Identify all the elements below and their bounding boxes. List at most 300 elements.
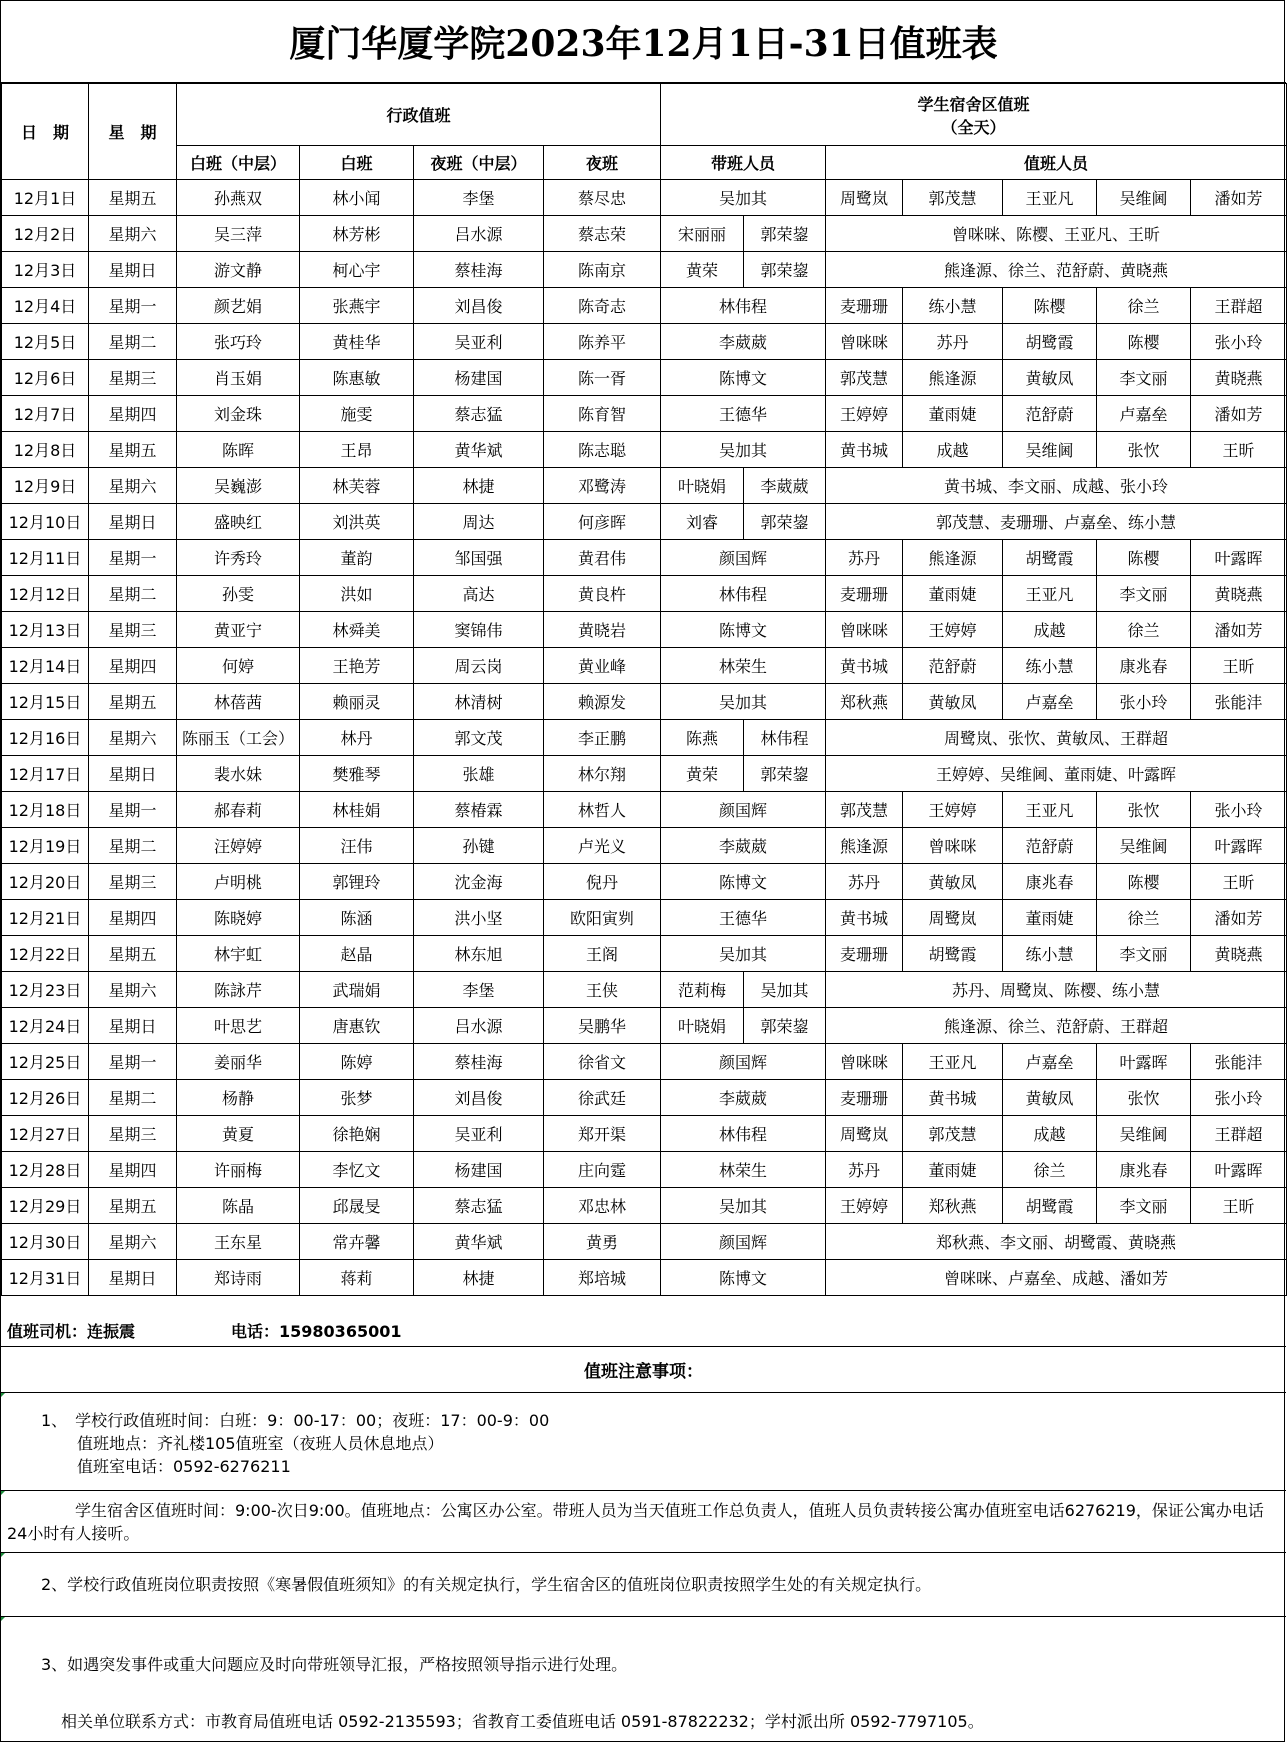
table-row bbox=[2, 792, 1287, 828]
weekday-cell: 星期一 bbox=[89, 540, 177, 576]
day-cell: 赖丽灵 bbox=[300, 684, 414, 720]
table-row bbox=[2, 1188, 1287, 1224]
night-cell: 何彦晖 bbox=[544, 504, 661, 540]
weekday-cell: 星期三 bbox=[89, 864, 177, 900]
staff-cell: 王婷婷 bbox=[826, 1188, 903, 1224]
staff-cell: 黄书城 bbox=[903, 1080, 1003, 1116]
staff-cell: 黄晓燕 bbox=[1191, 360, 1287, 396]
weekday-cell: 星期二 bbox=[89, 828, 177, 864]
staff-cell: 黄晓燕 bbox=[1191, 936, 1287, 972]
leader-cell: 王德华 bbox=[661, 396, 826, 432]
leader-cell: 颜国辉 bbox=[661, 1044, 826, 1080]
table-row bbox=[2, 360, 1287, 396]
night-cell: 黄良杵 bbox=[544, 576, 661, 612]
night-cell: 邓鹭涛 bbox=[544, 468, 661, 504]
staff-cell: 叶露晖 bbox=[1191, 828, 1287, 864]
day-mid-cell: 张巧玲 bbox=[177, 324, 300, 360]
staff-cell: 成越 bbox=[1003, 612, 1097, 648]
night-cell: 吴鹏华 bbox=[544, 1008, 661, 1044]
staff-cell: 范舒蔚 bbox=[1003, 396, 1097, 432]
night-mid-cell: 林捷 bbox=[414, 468, 544, 504]
staff-cell: 王亚凡 bbox=[1003, 180, 1097, 216]
staff-cell: 郭茂慧、麦珊珊、卢嘉垒、练小慧 bbox=[826, 504, 1287, 540]
staff-cell: 王婷婷 bbox=[826, 396, 903, 432]
staff-cell: 黄晓燕 bbox=[1191, 576, 1287, 612]
leader-cell: 陈博文 bbox=[661, 864, 826, 900]
night-cell: 蔡尽忠 bbox=[544, 180, 661, 216]
weekday-cell: 星期日 bbox=[89, 504, 177, 540]
staff-cell: 康兆春 bbox=[1097, 1152, 1191, 1188]
date-cell: 12月11日 bbox=[2, 540, 89, 576]
staff-cell: 黄书城 bbox=[826, 900, 903, 936]
table-row bbox=[2, 1080, 1287, 1116]
note-2: 2、学校行政值班岗位职责按照《寒暑假值班须知》的有关规定执行，学生宿舍区的值班岗位职责按照学生处的有关规定执行。 bbox=[1, 1553, 1286, 1617]
table-row bbox=[2, 1260, 1287, 1296]
staff-cell: 潘如芳 bbox=[1191, 612, 1287, 648]
staff-cell: 郭茂慧 bbox=[826, 360, 903, 396]
staff-cell: 陈樱 bbox=[1097, 324, 1191, 360]
night-cell: 李正鹏 bbox=[544, 720, 661, 756]
day-mid-cell: 吴巍澎 bbox=[177, 468, 300, 504]
staff-cell: 张小玲 bbox=[1191, 324, 1287, 360]
leader-cell: 郭荣鋆 bbox=[744, 1008, 826, 1044]
staff-cell: 王婷婷 bbox=[903, 792, 1003, 828]
leader-cell: 黄荣 bbox=[661, 252, 744, 288]
night-mid-cell: 沈金海 bbox=[414, 864, 544, 900]
table-row bbox=[2, 1224, 1287, 1260]
header-staff: 值班人员 bbox=[826, 146, 1287, 180]
staff-cell: 陈樱 bbox=[1003, 288, 1097, 324]
day-cell: 林丹 bbox=[300, 720, 414, 756]
date-cell: 12月14日 bbox=[2, 648, 89, 684]
day-cell: 王艳芳 bbox=[300, 648, 414, 684]
night-mid-cell: 林清树 bbox=[414, 684, 544, 720]
night-mid-cell: 吕水源 bbox=[414, 1008, 544, 1044]
table-row bbox=[2, 1008, 1287, 1044]
night-mid-cell: 刘昌俊 bbox=[414, 1080, 544, 1116]
date-cell: 12月19日 bbox=[2, 828, 89, 864]
date-cell: 12月3日 bbox=[2, 252, 89, 288]
staff-cell: 郭茂慧 bbox=[903, 1116, 1003, 1152]
staff-cell: 叶露晖 bbox=[1097, 1044, 1191, 1080]
weekday-cell: 星期五 bbox=[89, 180, 177, 216]
leader-cell: 吴加其 bbox=[661, 684, 826, 720]
staff-cell: 范舒蔚 bbox=[903, 648, 1003, 684]
night-cell: 徐武廷 bbox=[544, 1080, 661, 1116]
night-mid-cell: 黄华斌 bbox=[414, 1224, 544, 1260]
day-cell: 陈婷 bbox=[300, 1044, 414, 1080]
leader-cell: 宋丽丽 bbox=[661, 216, 744, 252]
leader-cell: 叶晓娟 bbox=[661, 1008, 744, 1044]
table-row bbox=[2, 900, 1287, 936]
day-cell: 董韵 bbox=[300, 540, 414, 576]
staff-cell: 潘如芳 bbox=[1191, 396, 1287, 432]
leader-cell: 颜国辉 bbox=[661, 792, 826, 828]
date-cell: 12月9日 bbox=[2, 468, 89, 504]
leader-cell: 郭荣鋆 bbox=[744, 504, 826, 540]
night-mid-cell: 李堡 bbox=[414, 180, 544, 216]
table-row bbox=[2, 828, 1287, 864]
leader-cell: 刘睿 bbox=[661, 504, 744, 540]
night-cell: 陈养平 bbox=[544, 324, 661, 360]
night-mid-cell: 蔡桂海 bbox=[414, 252, 544, 288]
day-mid-cell: 孙燕双 bbox=[177, 180, 300, 216]
night-mid-cell: 吕水源 bbox=[414, 216, 544, 252]
table-row bbox=[2, 468, 1287, 504]
table-row bbox=[2, 1044, 1287, 1080]
header-night: 夜班 bbox=[544, 146, 661, 180]
staff-cell: 卢嘉垒 bbox=[1003, 684, 1097, 720]
staff-cell: 王群超 bbox=[1191, 288, 1287, 324]
table-row bbox=[2, 720, 1287, 756]
staff-cell: 李文丽 bbox=[1097, 936, 1191, 972]
header-day: 白班 bbox=[300, 146, 414, 180]
leader-cell: 王德华 bbox=[661, 900, 826, 936]
day-cell: 郭锂玲 bbox=[300, 864, 414, 900]
day-mid-cell: 孙雯 bbox=[177, 576, 300, 612]
leader-cell: 陈博文 bbox=[661, 612, 826, 648]
staff-cell: 苏丹 bbox=[826, 864, 903, 900]
day-cell: 赵晶 bbox=[300, 936, 414, 972]
date-cell: 12月18日 bbox=[2, 792, 89, 828]
date-cell: 12月29日 bbox=[2, 1188, 89, 1224]
leader-cell: 黄荣 bbox=[661, 756, 744, 792]
staff-cell: 曾咪咪 bbox=[826, 1044, 903, 1080]
day-mid-cell: 陈晶 bbox=[177, 1188, 300, 1224]
date-cell: 12月15日 bbox=[2, 684, 89, 720]
leader-cell: 林伟程 bbox=[661, 1116, 826, 1152]
night-cell: 林哲人 bbox=[544, 792, 661, 828]
staff-cell: 王婷婷 bbox=[903, 612, 1003, 648]
staff-cell: 康兆春 bbox=[1003, 864, 1097, 900]
weekday-cell: 星期五 bbox=[89, 432, 177, 468]
staff-cell: 叶露晖 bbox=[1191, 1152, 1287, 1188]
night-cell: 邓忠林 bbox=[544, 1188, 661, 1224]
leader-cell: 郭荣鋆 bbox=[744, 252, 826, 288]
table-row bbox=[2, 1152, 1287, 1188]
leader-cell: 林伟程 bbox=[661, 576, 826, 612]
night-mid-cell: 郭文茂 bbox=[414, 720, 544, 756]
staff-cell: 王昕 bbox=[1191, 648, 1287, 684]
day-cell: 王昂 bbox=[300, 432, 414, 468]
staff-cell: 李文丽 bbox=[1097, 360, 1191, 396]
day-mid-cell: 陈晓婷 bbox=[177, 900, 300, 936]
night-mid-cell: 林捷 bbox=[414, 1260, 544, 1296]
staff-cell: 吴维阃 bbox=[1003, 432, 1097, 468]
night-cell: 黄晓岩 bbox=[544, 612, 661, 648]
staff-cell: 黄敏凤 bbox=[1003, 360, 1097, 396]
night-cell: 卢光义 bbox=[544, 828, 661, 864]
night-cell: 黄勇 bbox=[544, 1224, 661, 1260]
weekday-cell: 星期二 bbox=[89, 324, 177, 360]
night-cell: 徐省文 bbox=[544, 1044, 661, 1080]
staff-cell: 曾咪咪 bbox=[826, 324, 903, 360]
staff-cell: 董雨婕 bbox=[903, 1152, 1003, 1188]
note-1-line-3: 值班室电话：0592-6276211 bbox=[77, 1457, 291, 1476]
date-cell: 12月22日 bbox=[2, 936, 89, 972]
day-mid-cell: 陈詠芹 bbox=[177, 972, 300, 1008]
date-cell: 12月31日 bbox=[2, 1260, 89, 1296]
night-cell: 林尔翔 bbox=[544, 756, 661, 792]
staff-cell: 潘如芳 bbox=[1191, 900, 1287, 936]
night-cell: 郑开渠 bbox=[544, 1116, 661, 1152]
night-mid-cell: 蔡椿霖 bbox=[414, 792, 544, 828]
staff-cell: 吴维阃 bbox=[1097, 180, 1191, 216]
date-cell: 12月13日 bbox=[2, 612, 89, 648]
staff-cell: 熊逢源 bbox=[903, 540, 1003, 576]
weekday-cell: 星期四 bbox=[89, 1152, 177, 1188]
staff-cell: 曾咪咪、卢嘉垒、成越、潘如芳 bbox=[826, 1260, 1287, 1296]
night-cell: 欧阳寅刿 bbox=[544, 900, 661, 936]
staff-cell: 徐兰 bbox=[1097, 612, 1191, 648]
leader-cell: 颜国辉 bbox=[661, 1224, 826, 1260]
staff-cell: 周鹭岚 bbox=[903, 900, 1003, 936]
day-mid-cell: 黄亚宁 bbox=[177, 612, 300, 648]
date-cell: 12月16日 bbox=[2, 720, 89, 756]
table-row bbox=[2, 972, 1287, 1008]
staff-cell: 范舒蔚 bbox=[1003, 828, 1097, 864]
day-cell: 林芙蓉 bbox=[300, 468, 414, 504]
header-day-mid: 白班（中层） bbox=[177, 146, 300, 180]
table-row bbox=[2, 864, 1287, 900]
table-row bbox=[2, 252, 1287, 288]
weekday-cell: 星期三 bbox=[89, 612, 177, 648]
weekday-cell: 星期五 bbox=[89, 684, 177, 720]
weekday-cell: 星期三 bbox=[89, 360, 177, 396]
night-mid-cell: 蔡桂海 bbox=[414, 1044, 544, 1080]
table-row bbox=[2, 648, 1287, 684]
note-dorm: 学生宿舍区值班时间：9:00-次日9:00。值班地点：公寓区办公室。带班人员为当天值班工作总负责人，值班人员负责转接公寓办值班室电话6276219，保证公寓办电话24小时有人接听。 bbox=[1, 1491, 1286, 1553]
cell-comment-marker bbox=[1, 1617, 5, 1621]
staff-cell: 苏丹 bbox=[826, 540, 903, 576]
staff-cell: 黄敏凤 bbox=[903, 684, 1003, 720]
staff-cell: 王昕 bbox=[1191, 864, 1287, 900]
table-row bbox=[2, 324, 1287, 360]
weekday-cell: 星期六 bbox=[89, 468, 177, 504]
night-mid-cell: 李堡 bbox=[414, 972, 544, 1008]
table-row bbox=[2, 180, 1287, 216]
staff-cell: 郭茂慧 bbox=[826, 792, 903, 828]
day-cell: 樊雅琴 bbox=[300, 756, 414, 792]
night-cell: 赖源发 bbox=[544, 684, 661, 720]
header-dorm-group-title: 学生宿舍区值班 bbox=[917, 94, 1030, 114]
day-cell: 陈涵 bbox=[300, 900, 414, 936]
date-cell: 12月4日 bbox=[2, 288, 89, 324]
staff-cell: 王婷婷、吴维阃、董雨婕、叶露晖 bbox=[826, 756, 1287, 792]
table-row bbox=[2, 396, 1287, 432]
night-mid-cell: 杨建国 bbox=[414, 1152, 544, 1188]
staff-cell: 郑秋燕 bbox=[903, 1188, 1003, 1224]
weekday-cell: 星期五 bbox=[89, 1188, 177, 1224]
night-cell: 陈一胥 bbox=[544, 360, 661, 396]
header-night-mid: 夜班（中层） bbox=[414, 146, 544, 180]
staff-cell: 麦珊珊 bbox=[826, 576, 903, 612]
day-cell: 林小闻 bbox=[300, 180, 414, 216]
staff-cell: 张小玲 bbox=[1097, 684, 1191, 720]
day-mid-cell: 刘金珠 bbox=[177, 396, 300, 432]
leader-cell: 陈燕 bbox=[661, 720, 744, 756]
table-row bbox=[2, 612, 1287, 648]
date-cell: 12月6日 bbox=[2, 360, 89, 396]
day-mid-cell: 林宇虹 bbox=[177, 936, 300, 972]
staff-cell: 徐兰 bbox=[1097, 288, 1191, 324]
date-cell: 12月26日 bbox=[2, 1080, 89, 1116]
day-cell: 唐惠钦 bbox=[300, 1008, 414, 1044]
staff-cell: 卢嘉垒 bbox=[1003, 1044, 1097, 1080]
date-cell: 12月23日 bbox=[2, 972, 89, 1008]
staff-cell: 周鹭岚 bbox=[826, 1116, 903, 1152]
date-cell: 12月12日 bbox=[2, 576, 89, 612]
table-row bbox=[2, 1116, 1287, 1152]
cell-comment-marker bbox=[1, 1553, 5, 1557]
date-cell: 12月21日 bbox=[2, 900, 89, 936]
day-mid-cell: 林蓓茜 bbox=[177, 684, 300, 720]
day-cell: 汪伟 bbox=[300, 828, 414, 864]
leader-cell: 李葳葳 bbox=[661, 828, 826, 864]
day-mid-cell: 陈晖 bbox=[177, 432, 300, 468]
staff-cell: 熊逢源、徐兰、范舒蔚、黄晓燕 bbox=[826, 252, 1287, 288]
header-dorm-group bbox=[661, 84, 1287, 146]
night-mid-cell: 孙键 bbox=[414, 828, 544, 864]
staff-cell: 熊逢源 bbox=[903, 360, 1003, 396]
night-mid-cell: 邹国强 bbox=[414, 540, 544, 576]
weekday-cell: 星期六 bbox=[89, 1224, 177, 1260]
page-title: 厦门华厦学院2023年12月1日-31日值班表 bbox=[1, 1, 1286, 83]
leader-cell: 吴加其 bbox=[661, 432, 826, 468]
day-cell: 常卉馨 bbox=[300, 1224, 414, 1260]
driver-phone: 电话：15980365001 bbox=[231, 1322, 402, 1341]
staff-cell: 董雨婕 bbox=[903, 396, 1003, 432]
leader-cell: 陈博文 bbox=[661, 360, 826, 396]
cell-comment-marker bbox=[1, 1393, 5, 1397]
weekday-cell: 星期一 bbox=[89, 792, 177, 828]
staff-cell: 王昕 bbox=[1191, 1188, 1287, 1224]
note-1-line-2: 值班地点：齐礼楼105值班室（夜班人员休息地点） bbox=[77, 1434, 444, 1453]
driver-row bbox=[1, 1315, 1286, 1347]
leader-cell: 颜国辉 bbox=[661, 540, 826, 576]
day-mid-cell: 何婷 bbox=[177, 648, 300, 684]
staff-cell: 周鹭岚、张忺、黄敏凤、王群超 bbox=[826, 720, 1287, 756]
leader-cell: 李葳葳 bbox=[661, 324, 826, 360]
date-cell: 12月27日 bbox=[2, 1116, 89, 1152]
day-mid-cell: 吴三萍 bbox=[177, 216, 300, 252]
staff-cell: 王亚凡 bbox=[1003, 792, 1097, 828]
staff-cell: 董雨婕 bbox=[903, 576, 1003, 612]
staff-cell: 张忺 bbox=[1097, 792, 1191, 828]
leader-cell: 李葳葳 bbox=[744, 468, 826, 504]
day-cell: 洪如 bbox=[300, 576, 414, 612]
day-cell: 刘洪英 bbox=[300, 504, 414, 540]
staff-cell: 练小慧 bbox=[1003, 936, 1097, 972]
day-cell: 蒋莉 bbox=[300, 1260, 414, 1296]
staff-cell: 王昕 bbox=[1191, 432, 1287, 468]
staff-cell: 黄书城、李文丽、成越、张小玲 bbox=[826, 468, 1287, 504]
night-cell: 黄业峰 bbox=[544, 648, 661, 684]
note-1-line-1: 1、 学校行政值班时间：白班：9：00-17：00；夜班：17：00-9：00 bbox=[41, 1411, 550, 1430]
leader-cell: 林伟程 bbox=[661, 288, 826, 324]
day-cell: 陈惠敏 bbox=[300, 360, 414, 396]
staff-cell: 成越 bbox=[1003, 1116, 1097, 1152]
date-cell: 12月10日 bbox=[2, 504, 89, 540]
date-cell: 12月7日 bbox=[2, 396, 89, 432]
staff-cell: 曾咪咪 bbox=[903, 828, 1003, 864]
day-mid-cell: 盛映红 bbox=[177, 504, 300, 540]
header-date: 日 期 bbox=[2, 84, 89, 180]
weekday-cell: 星期日 bbox=[89, 1260, 177, 1296]
driver-label: 值班司机：连振震 bbox=[7, 1322, 136, 1341]
staff-cell: 胡鹭霞 bbox=[1003, 1188, 1097, 1224]
staff-cell: 黄书城 bbox=[826, 648, 903, 684]
night-mid-cell: 周云岗 bbox=[414, 648, 544, 684]
staff-cell: 曾咪咪、陈樱、王亚凡、王昕 bbox=[826, 216, 1287, 252]
night-cell: 郑培城 bbox=[544, 1260, 661, 1296]
header-dorm-group-sub: （全天） bbox=[941, 117, 1006, 137]
staff-cell: 周鹭岚 bbox=[826, 180, 903, 216]
staff-cell: 康兆春 bbox=[1097, 648, 1191, 684]
day-cell: 徐艳娴 bbox=[300, 1116, 414, 1152]
weekday-cell: 星期日 bbox=[89, 756, 177, 792]
day-cell: 黄桂华 bbox=[300, 324, 414, 360]
contact-info: 相关单位联系方式：市教育局值班电话 0592-2135593；省教育工委值班电话 0591-87822232；学村派出所 0592-7797105。 bbox=[61, 1712, 984, 1731]
staff-cell: 苏丹 bbox=[903, 324, 1003, 360]
staff-cell: 陈樱 bbox=[1097, 864, 1191, 900]
staff-cell: 李文丽 bbox=[1097, 576, 1191, 612]
night-mid-cell: 刘昌俊 bbox=[414, 288, 544, 324]
staff-cell: 潘如芳 bbox=[1191, 180, 1287, 216]
note-3 bbox=[1, 1617, 1286, 1743]
night-mid-cell: 蔡志猛 bbox=[414, 396, 544, 432]
staff-cell: 练小慧 bbox=[903, 288, 1003, 324]
header-admin-group: 行政值班 bbox=[177, 84, 661, 146]
date-cell: 12月30日 bbox=[2, 1224, 89, 1260]
leader-cell: 吴加其 bbox=[744, 972, 826, 1008]
night-cell: 陈育智 bbox=[544, 396, 661, 432]
weekday-cell: 星期四 bbox=[89, 396, 177, 432]
staff-cell: 胡鹭霞 bbox=[1003, 324, 1097, 360]
leader-cell: 林荣生 bbox=[661, 648, 826, 684]
night-mid-cell: 高达 bbox=[414, 576, 544, 612]
day-mid-cell: 颜艺娟 bbox=[177, 288, 300, 324]
night-mid-cell: 吴亚利 bbox=[414, 1116, 544, 1152]
day-mid-cell: 黄夏 bbox=[177, 1116, 300, 1152]
weekday-cell: 星期一 bbox=[89, 1044, 177, 1080]
night-mid-cell: 黄华斌 bbox=[414, 432, 544, 468]
night-cell: 王阁 bbox=[544, 936, 661, 972]
staff-cell: 熊逢源、徐兰、范舒蔚、王群超 bbox=[826, 1008, 1287, 1044]
day-mid-cell: 汪婷婷 bbox=[177, 828, 300, 864]
cell-comment-marker bbox=[1, 1491, 5, 1495]
staff-cell: 黄敏凤 bbox=[1003, 1080, 1097, 1116]
day-cell: 张燕宇 bbox=[300, 288, 414, 324]
staff-cell: 陈樱 bbox=[1097, 540, 1191, 576]
weekday-cell: 星期六 bbox=[89, 720, 177, 756]
day-cell: 林桂娟 bbox=[300, 792, 414, 828]
day-mid-cell: 肖玉娟 bbox=[177, 360, 300, 396]
staff-cell: 王群超 bbox=[1191, 1116, 1287, 1152]
night-mid-cell: 张雄 bbox=[414, 756, 544, 792]
staff-cell: 黄敏凤 bbox=[903, 864, 1003, 900]
date-cell: 12月1日 bbox=[2, 180, 89, 216]
date-cell: 12月25日 bbox=[2, 1044, 89, 1080]
notes-title: 值班注意事项： bbox=[1, 1347, 1286, 1393]
day-mid-cell: 卢明桃 bbox=[177, 864, 300, 900]
staff-cell: 麦珊珊 bbox=[826, 1080, 903, 1116]
staff-cell: 董雨婕 bbox=[1003, 900, 1097, 936]
leader-cell: 林荣生 bbox=[661, 1152, 826, 1188]
day-cell: 武瑞娟 bbox=[300, 972, 414, 1008]
weekday-cell: 星期六 bbox=[89, 972, 177, 1008]
night-cell: 倪丹 bbox=[544, 864, 661, 900]
